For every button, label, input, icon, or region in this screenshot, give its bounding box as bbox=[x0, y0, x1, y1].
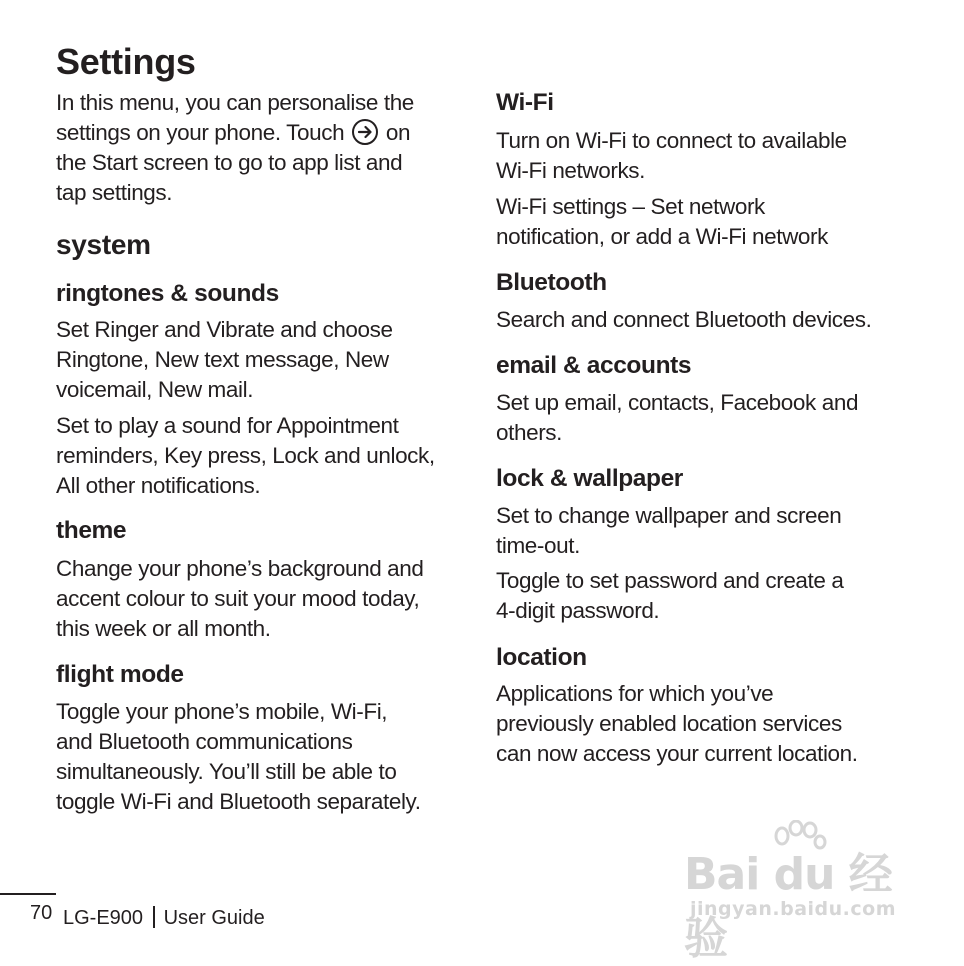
ringtones-paragraph-1 bbox=[56, 315, 393, 405]
footer-separator bbox=[153, 906, 155, 928]
text-line: Wi-Fi settings – Set network bbox=[496, 194, 765, 219]
heading-wifi: Wi-Fi bbox=[496, 89, 554, 116]
wifi-paragraph-2 bbox=[496, 192, 828, 252]
page-title: Settings bbox=[56, 41, 196, 82]
text-line: simultaneously. You’ll still be able to bbox=[56, 759, 397, 784]
lock-paragraph-1 bbox=[496, 501, 841, 561]
theme-paragraph bbox=[56, 554, 424, 644]
text-line: Turn on Wi-Fi to connect to available bbox=[496, 128, 847, 153]
text-line: 4-digit password. bbox=[496, 598, 660, 623]
text-line: Toggle your phone’s mobile, Wi-Fi, bbox=[56, 699, 388, 724]
text-line: notification, or add a Wi-Fi network bbox=[496, 224, 828, 249]
text-line: can now access your current location. bbox=[496, 741, 858, 766]
heading-lock-wallpaper: lock & wallpaper bbox=[496, 465, 683, 492]
heading-flight-mode: flight mode bbox=[56, 661, 184, 688]
location-paragraph bbox=[496, 679, 858, 769]
text-line: Applications for which you’ve bbox=[496, 681, 774, 706]
intro-paragraph bbox=[56, 88, 414, 208]
text-line: Set up email, contacts, Facebook and bbox=[496, 390, 859, 415]
text-line: Set to change wallpaper and screen bbox=[496, 503, 842, 528]
wifi-paragraph-1 bbox=[496, 126, 847, 186]
heading-ringtones-sounds: ringtones & sounds bbox=[56, 280, 279, 307]
text-line: Set Ringer and Vibrate and choose bbox=[56, 317, 393, 342]
intro-text: on bbox=[385, 120, 411, 145]
ringtones-paragraph-2 bbox=[56, 411, 435, 501]
footer-divider bbox=[0, 893, 56, 895]
text-line: All other notifications. bbox=[56, 473, 261, 498]
intro-text: settings on your phone. Touch bbox=[56, 120, 345, 145]
text-line: this week or all month. bbox=[56, 616, 271, 641]
bluetooth-paragraph bbox=[496, 305, 871, 335]
circled-right-arrow-icon bbox=[352, 119, 378, 145]
text-line: Wi-Fi networks. bbox=[496, 158, 646, 183]
text-line: accent colour to suit your mood today, bbox=[56, 586, 420, 611]
footer-guide-label bbox=[63, 905, 265, 931]
text-line: and Bluetooth communications bbox=[56, 729, 353, 754]
text-line: voicemail, New mail. bbox=[56, 377, 254, 402]
text-line: Ringtone, New text message, New bbox=[56, 347, 389, 372]
text-line: Toggle to set password and create a bbox=[496, 568, 844, 593]
text-line: time-out. bbox=[496, 533, 580, 558]
guide-title: User Guide bbox=[163, 907, 265, 929]
heading-bluetooth: Bluetooth bbox=[496, 269, 607, 296]
heading-email-accounts: email & accounts bbox=[496, 352, 692, 379]
watermark-url: jingyan.baidu.com bbox=[690, 898, 896, 920]
intro-line: In this menu, you can personalise the bbox=[56, 90, 414, 115]
heading-location: location bbox=[496, 644, 587, 671]
text-line: Change your phone’s background and bbox=[56, 556, 424, 581]
model-name: LG-E900 bbox=[63, 907, 144, 929]
baidu-watermark bbox=[682, 820, 908, 964]
email-paragraph bbox=[496, 388, 858, 448]
text-line: toggle Wi-Fi and Bluetooth separately. bbox=[56, 789, 421, 814]
intro-line bbox=[56, 118, 414, 148]
flight-mode-paragraph bbox=[56, 697, 421, 817]
watermark-brand: Bai du 经验 bbox=[684, 849, 892, 964]
intro-line: the Start screen to go to app list and bbox=[56, 150, 403, 175]
text-line: previously enabled location services bbox=[496, 711, 842, 736]
section-heading-system: system bbox=[56, 229, 151, 260]
text-line: Search and connect Bluetooth devices. bbox=[496, 307, 872, 332]
text-line: reminders, Key press, Lock and unlock, bbox=[56, 443, 435, 468]
text-line: others. bbox=[496, 420, 562, 445]
text-line: Set to play a sound for Appointment bbox=[56, 413, 399, 438]
lock-paragraph-2 bbox=[496, 566, 843, 626]
heading-theme: theme bbox=[56, 517, 127, 544]
page-number: 70 bbox=[30, 902, 53, 924]
intro-line: tap settings. bbox=[56, 180, 173, 205]
